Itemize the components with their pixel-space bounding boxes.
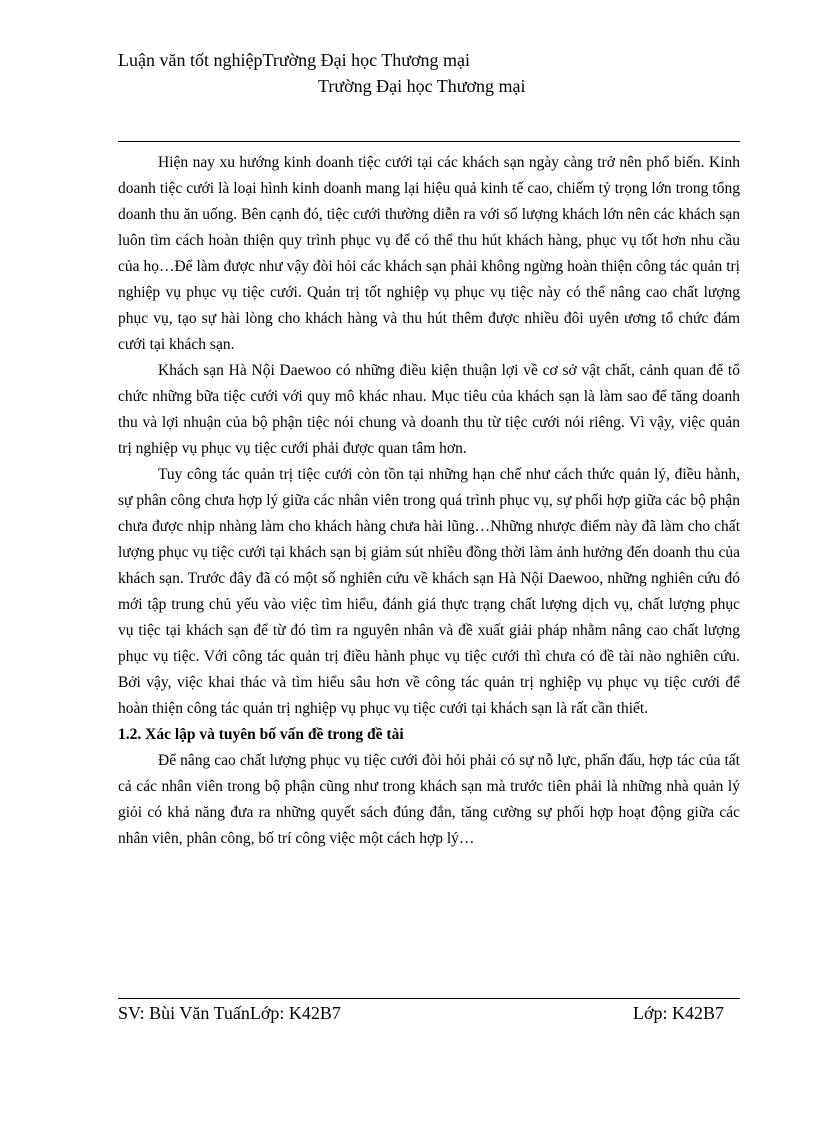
document-body xyxy=(118,150,740,852)
paragraph-1: Hiện nay xu hướng kinh doanh tiệc cưới tại các khách sạn ngày càng trở nên phổ biến. Kinh doanh tiệc cưới là loại hình kinh doanh mang lại hiệu quả kinh tế cao, chiếm tỷ trọng lớn trong tổng doanh thu ăn uống. Bên cạnh đó, tiệc cưới thường diễn ra với số lượng khách lớn nên các khách sạn luôn tìm cách hoàn thiện quy trình phục vụ để có thể thu hút khách hàng, phục vụ tốt hơn nhu cầu của họ…Để làm được như vậy đòi hỏi các khách sạn phải không ngừng hoàn thiện công tác quản trị nghiệp vụ phục vụ tiệc cưới. Quản trị tốt nghiệp vụ phục vụ tiệc này có thể nâng cao chất lượng phục vụ, tạo sự hài lòng cho khách hàng và thu hút thêm được nhiều đôi uyên ương tổ chức đám cưới tại khách sạn. xyxy=(118,154,740,353)
section-heading: 1.2. Xác lập và tuyên bố vấn đề trong đề tài xyxy=(118,726,404,743)
header-line-2: Trường Đại học Thương mại xyxy=(318,76,526,96)
paragraph-3: Tuy công tác quản trị tiệc cưới còn tồn tại những hạn chế như cách thức quản lý, điều hành, sự phân công chưa hợp lý giữa các nhân viên trong quá trình phục vụ, sự phối hợp giữa các bộ phận chưa được nhịp nhàng làm cho khách hàng chưa hài lũng…Những nhược điểm này đã làm cho chất lượng phục vụ tiệc cưới tại khách sạn bị giảm sút nhiều đồng thời làm ảnh hưởng đến doanh thu của khách sạn. Trước đây đã có một số nghiên cứu về khách sạn Hà Nội Daewoo, những nghiên cứu đó mới tập trung chủ yếu vào việc tìm hiểu, đánh giá thực trạng chất lượng dịch vụ, chất lượng phục vụ tiệc tại khách sạn để từ đó tìm ra nguyên nhân và đề xuất giải pháp nhằm nâng cao chất lượng phục vụ tiệc. Với công tác quản trị điều hành phục vụ tiệc cưới thì chưa có đề tài nào nghiên cứu. Bởi vậy, việc khai thác và tìm hiểu sâu hơn về công tác quản trị nghiệp vụ phục vụ tiệc cưới để hoàn thiện công tác quản trị nghiệp vụ phục vụ tiệc cưới tại khách sạn là rất cần thiết. xyxy=(118,466,740,717)
paragraph-4: Để nâng cao chất lượng phục vụ tiệc cưới đòi hỏi phải có sự nỗ lực, phấn đấu, hợp tác của tất cả các nhân viên trong bộ phận cũng như trong khách sạn mà trước tiên phải là những nhà quản lý giỏi có khả năng đưa ra những quyết sách đúng đắn, tăng cường sự phối hợp hoạt động giữa các nhân viên, phân công, bố trí công việc một cách hợp lý… xyxy=(118,752,740,847)
footer-student: SV: Bùi Văn TuấnLớp: K42B7 xyxy=(118,1003,341,1023)
footer-class: Lớp: K42B7 xyxy=(632,1003,724,1023)
header-divider xyxy=(118,141,740,142)
footer-divider xyxy=(118,998,740,999)
header-line-1: Luận văn tốt nghiệpTrường Đại học Thương mại xyxy=(118,50,471,70)
paragraph-2: Khách sạn Hà Nội Daewoo có những điều kiện thuận lợi về cơ sở vật chất, cảnh quan để tổ chức những bữa tiệc cưới với quy mô khác nhau. Mục tiêu của khách sạn là làm sao để tăng doanh thu và lợi nhuận của bộ phận tiệc nói chung và doanh thu từ tiệc cưới nói riêng. Vì vậy, việc quản trị nghiệp vụ phục vụ tiệc cưới phải được quan tâm hơn. xyxy=(118,362,740,457)
